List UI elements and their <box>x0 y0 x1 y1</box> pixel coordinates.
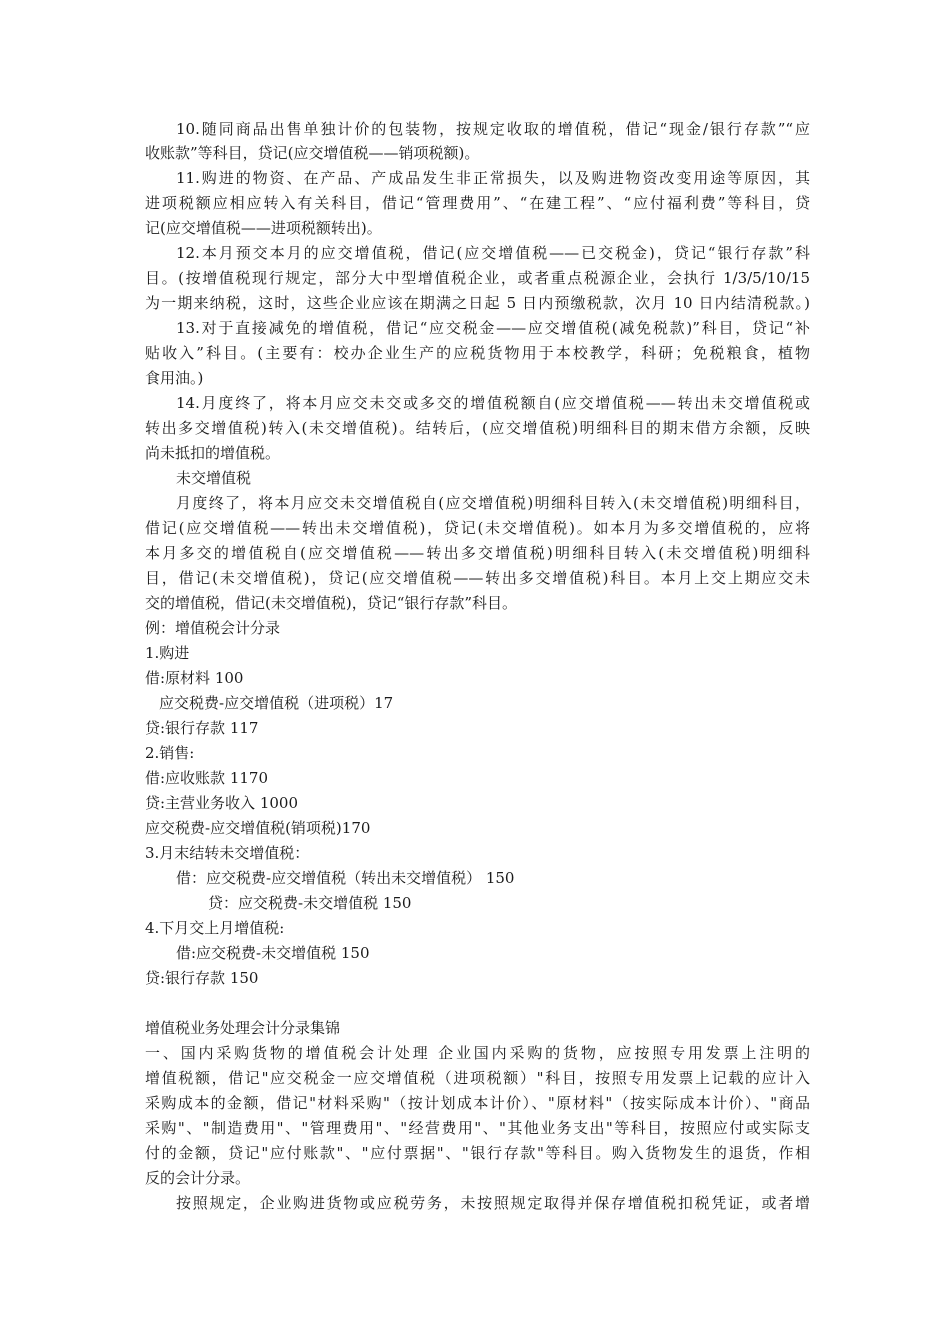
collection-heading: 增值税业务处理会计分录集锦 <box>145 1019 341 1037</box>
paragraph-11-line-1: 11.购进的物资、在产品、产成品发生非正常损失，以及购进物资改变用途等原因，其 <box>176 169 810 187</box>
paragraph-14-line-1: 14.月度终了，将本月应交未交或多交的增值税额自(应交增值税——转出未交增值税或 <box>176 394 810 412</box>
paragraph-12-line-3: 为一期来纳税，这时，这些企业应该在期满之日起 5 日内预缴税款，次月 10 日内结清税款。) <box>145 294 810 312</box>
domestic-purchase-line-3: 采购成本的金额，借记"材料采购"（按计划成本计价）、"原材料"（按实际成本计价）、"商品 <box>145 1094 810 1112</box>
paragraph-13-line-3: 食用油。) <box>145 369 204 387</box>
paragraph-13-line-2: 贴收入”科目。(主要有：校办企业生产的应税货物用于本校教学，科研；免税粮食，植物 <box>145 344 810 362</box>
unpaid-vat-line-1: 月度终了，将本月应交未交增值税自(应交增值税)明细科目转入(未交增值税)明细科目， <box>176 494 810 512</box>
entry-output-tax: 应交税费-应交增值税(销项税)170 <box>145 819 371 837</box>
entry-input-tax: 应交税费-应交增值税（进项税）17 <box>159 694 394 712</box>
paragraph-12-line-1: 12.本月预交本月的应交增值税，借记(应交增值税——已交税金)，贷记“银行存款”科 <box>176 244 810 262</box>
paragraph-10-line-1: 10.随同商品出售单独计价的包装物，按规定收取的增值税，借记“现金/银行存款”“应 <box>176 120 810 138</box>
example-purchase-title: 1.购进 <box>145 644 190 662</box>
unpaid-vat-line-3: 本月多交的增值税自(应交增值税——转出多交增值税)明细科目转入(未交增值税)明细科 <box>145 544 810 562</box>
entry-credit-bank: 贷:银行存款 117 <box>145 719 259 737</box>
domestic-purchase-line-6: 反的会计分录。 <box>145 1169 251 1187</box>
paragraph-14-line-2: 转出多交增值税)转入(未交增值税)。结转后，(应交增值税)明细科目的期末借方余额，反映 <box>145 419 810 437</box>
paragraph-13-line-1: 13.对于直接减免的增值税，借记“应交税金——应交增值税(减免税款)”科目，贷记“补 <box>176 319 810 337</box>
entry-debit-unpaid-vat: 借:应交税费-未交增值税 150 <box>176 944 370 962</box>
domestic-purchase-line-5: 付的金额，贷记"应付账款"、"应付票据"、"银行存款"等科目。购入货物发生的退货，作相 <box>145 1144 810 1162</box>
example-month-end-title: 3.月末结转未交增值税： <box>145 844 310 862</box>
paragraph-14-line-3: 尚未抵扣的增值税。 <box>145 444 281 462</box>
entry-debit-receivable: 借:应收账款 1170 <box>145 769 268 787</box>
domestic-purchase-line-4: 采购"、"制造费用"、"管理费用"、"经营费用"、"其他业务支出"等科目，按照应付或实际支 <box>145 1119 810 1137</box>
example-sales-title: 2.销售: <box>145 744 195 762</box>
entry-debit-raw-materials: 借:原材料 100 <box>145 669 244 687</box>
section-heading-unpaid-vat: 未交增值税 <box>176 469 252 487</box>
unpaid-vat-line-2: 借记(应交增值税——转出未交增值税)，贷记(未交增值税)。如本月为多交增值税的，应将 <box>145 519 810 537</box>
paragraph-11-line-2: 进项税额应相应转入有关科目，借记“管理费用”、“在建工程”、“应付福利费”等科目，贷 <box>145 194 810 212</box>
paragraph-11-line-3: 记(应交增值税——进项税额转出)。 <box>145 219 382 237</box>
paragraph-10-line-2: 收账款”等科目，贷记(应交增值税——销项税额)。 <box>145 144 480 162</box>
paragraph-12-line-2: 目。(按增值税现行规定，部分大中型增值税企业，或者重点税源企业，会执行 1/3/5/10/15 <box>145 269 810 287</box>
domestic-purchase-line-2: 增值税额，借记"应交税金一应交增值税（进项税额）"科目，按照专用发票上记载的应计入 <box>145 1069 810 1087</box>
entry-credit-bank-150: 贷:银行存款 150 <box>145 969 259 987</box>
unpaid-vat-line-5: 交的增值税，借记(未交增值税)，贷记“银行存款”科目。 <box>145 594 518 612</box>
domestic-purchase-line-1: 一、国内采购货物的增值税会计处理 企业国内采购的货物，应按照专用发票上注明的 <box>145 1044 810 1062</box>
example-next-month-title: 4.下月交上月增值税: <box>145 919 285 937</box>
entry-credit-revenue: 贷:主营业务收入 1000 <box>145 794 298 812</box>
example-heading: 例：增值税会计分录 <box>145 619 281 637</box>
entry-credit-unpaid-vat: 贷：应交税费-未交增值税 150 <box>208 894 412 912</box>
entry-debit-transfer-out: 借：应交税费-应交增值税（转出未交增值税） 150 <box>176 869 515 887</box>
regulation-line-1: 按照规定，企业购进货物或应税劳务，未按照规定取得并保存增值税扣税凭证，或者增 <box>176 1194 810 1212</box>
unpaid-vat-line-4: 目，借记(未交增值税)，贷记(应交增值税——转出多交增值税)科目。本月上交上期应交未 <box>145 569 810 587</box>
